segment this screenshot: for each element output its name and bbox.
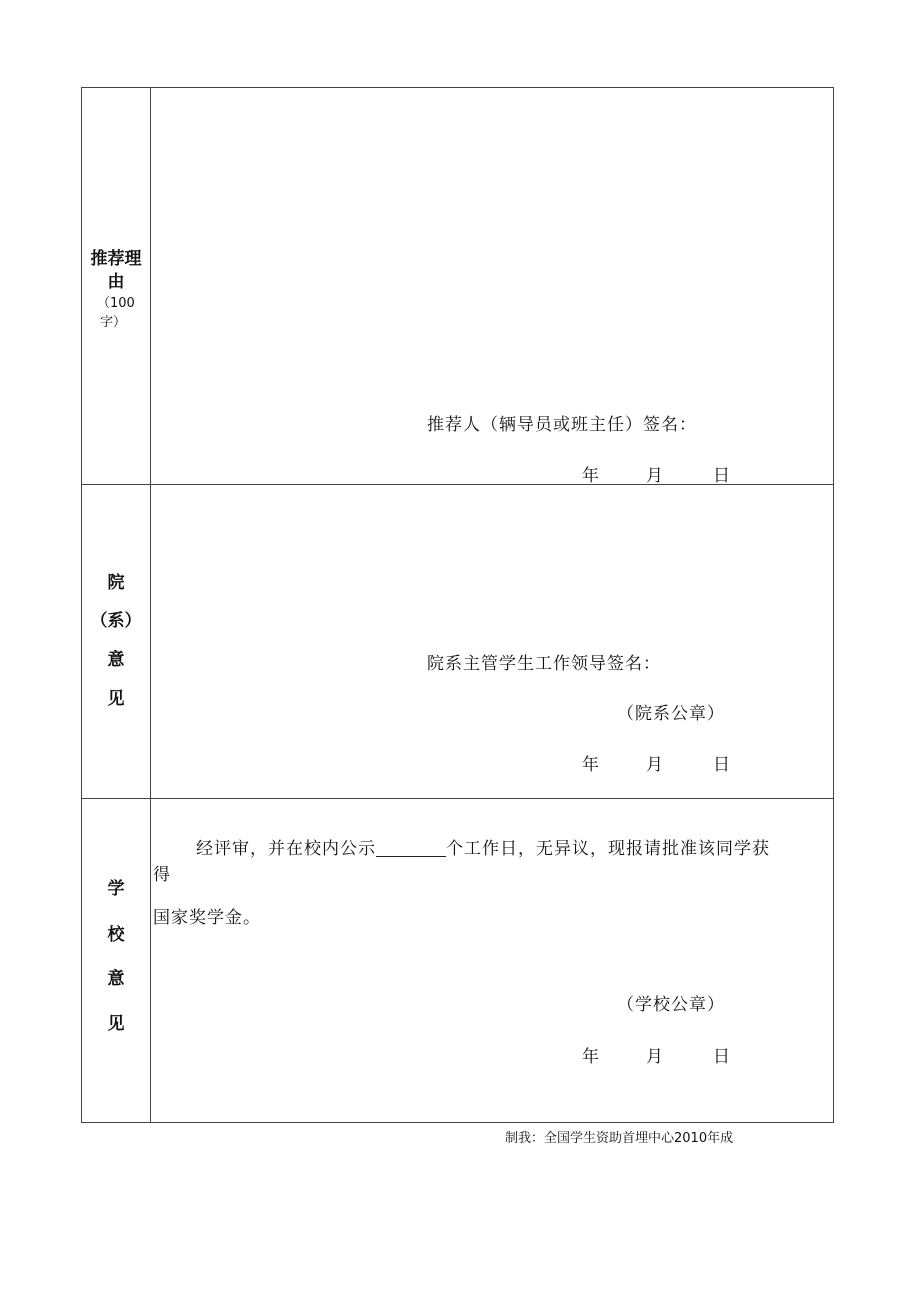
school-opinion-line3: 国家奖学金。 bbox=[153, 908, 261, 928]
school-opinion-text-part2: 个工作日，无异议，现报请批准该同学获 bbox=[446, 839, 770, 859]
recommendation-label-line2: 由 bbox=[107, 272, 125, 292]
department-label-char4: 见 bbox=[107, 689, 125, 709]
recommendation-date-year: 年 bbox=[582, 466, 600, 486]
form-footer-credit: 制我：全国学生资助首埋中心2010年成 bbox=[505, 1131, 734, 1146]
school-opinion-text-part1: 经评审，并在校内公示 bbox=[196, 839, 376, 859]
school-date-month: 月 bbox=[646, 1047, 664, 1067]
department-date-year: 年 bbox=[582, 755, 600, 775]
department-signature-label: 院系主管学生工作领导签名： bbox=[427, 654, 661, 674]
school-label-char3: 意 bbox=[107, 969, 125, 989]
publicity-days-blank bbox=[376, 839, 446, 857]
department-date-day: 日 bbox=[713, 755, 731, 775]
school-label-char2: 校 bbox=[107, 925, 125, 945]
recommendation-label-note1: （100 bbox=[97, 296, 135, 311]
recommender-signature-label: 推荐人（辆导员或班主任）签名： bbox=[427, 415, 697, 435]
school-seal: （学校公章） bbox=[617, 995, 725, 1015]
recommendation-date-day: 日 bbox=[713, 466, 731, 486]
school-label-char1: 学 bbox=[107, 879, 125, 899]
school-date-year: 年 bbox=[582, 1047, 600, 1067]
table-bottom-border bbox=[81, 1122, 834, 1123]
department-label-char2: （系） bbox=[90, 611, 142, 631]
recommendation-label-note2: 字） bbox=[100, 315, 127, 330]
table-top-border bbox=[81, 87, 834, 88]
school-date-day: 日 bbox=[713, 1047, 731, 1067]
row-divider-2 bbox=[81, 798, 834, 799]
school-opinion-line2: 得 bbox=[153, 865, 171, 885]
recommendation-label-line1: 推荐理 bbox=[90, 249, 142, 269]
department-label-char3: 意 bbox=[107, 650, 125, 670]
recommendation-date-month: 月 bbox=[646, 466, 664, 486]
school-label-char4: 见 bbox=[107, 1014, 125, 1034]
department-label-char1: 院 bbox=[107, 573, 125, 593]
school-opinion-line1 bbox=[196, 834, 770, 859]
table-right-border bbox=[833, 87, 834, 1123]
department-seal: （院系公章） bbox=[617, 704, 725, 724]
department-date-month: 月 bbox=[646, 755, 664, 775]
